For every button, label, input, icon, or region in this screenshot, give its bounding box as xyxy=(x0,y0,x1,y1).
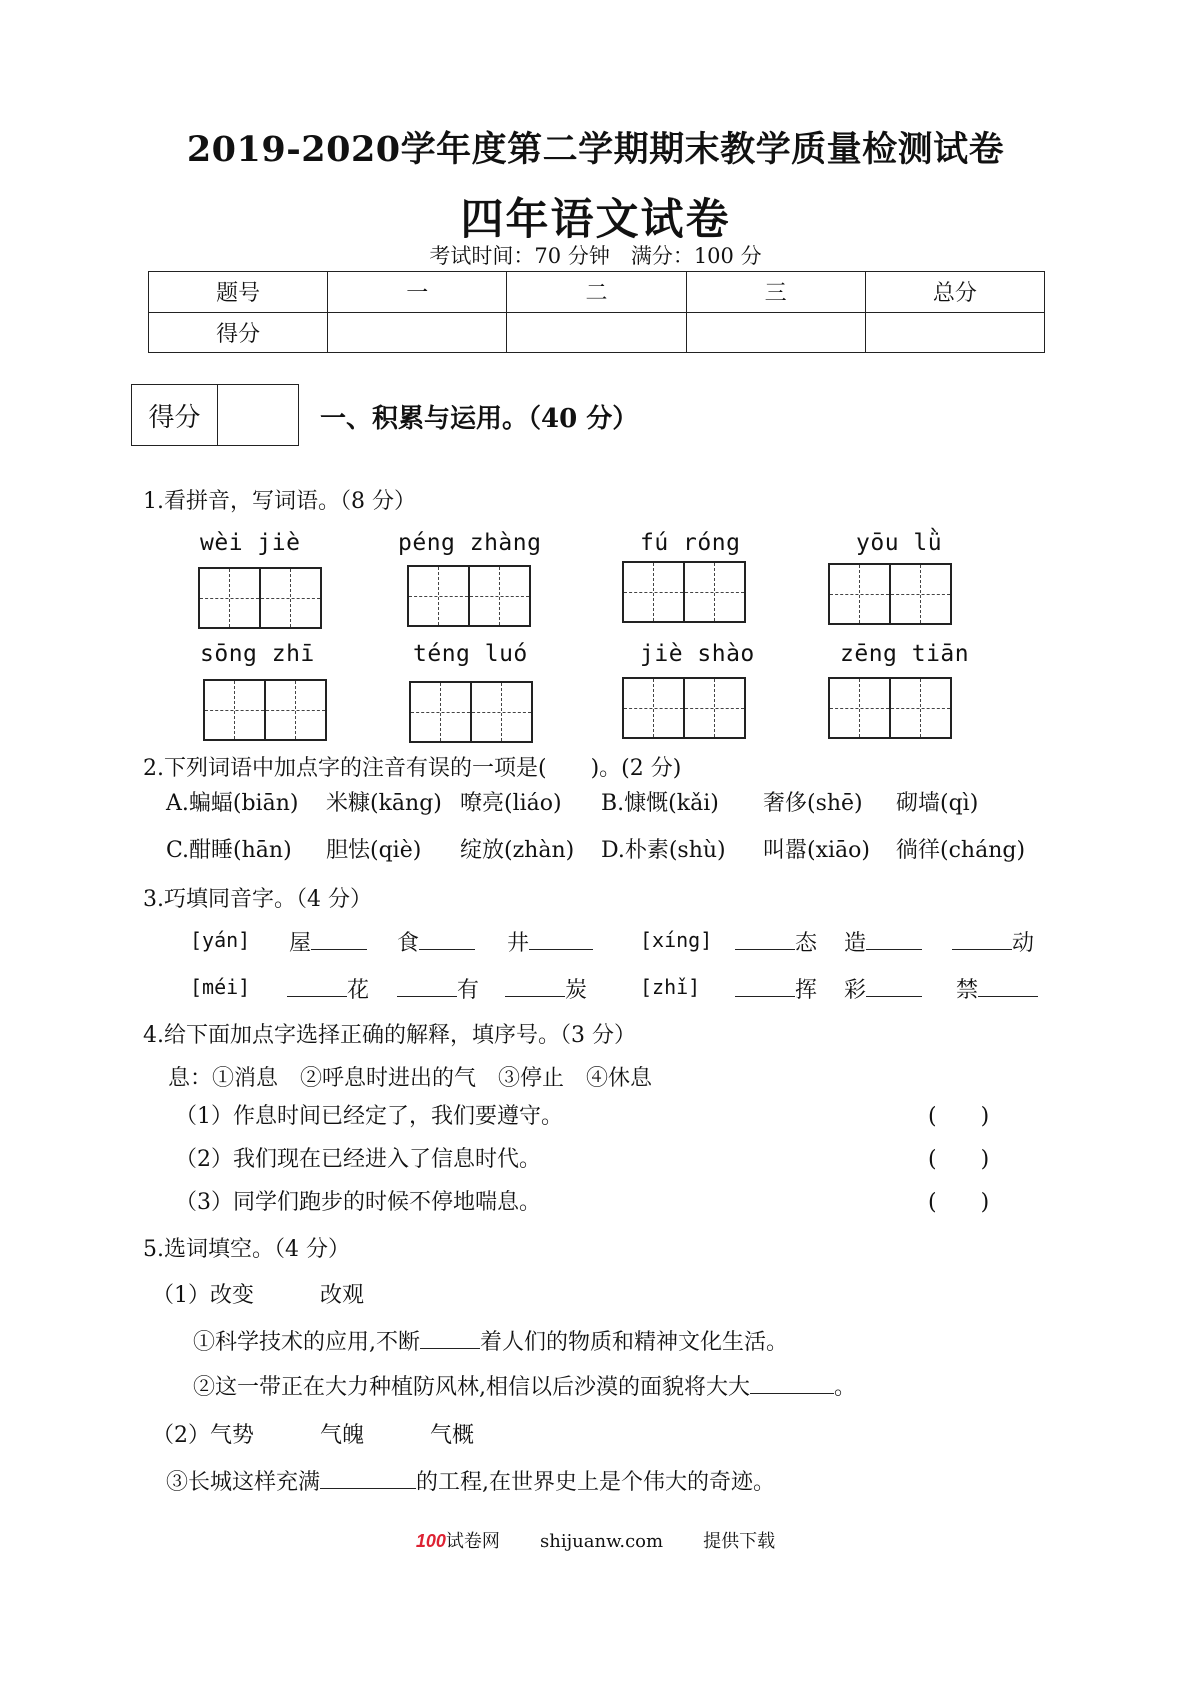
exam-title: 2019-2020学年度第二学期期末教学质量检测试卷 xyxy=(186,129,1005,170)
writing-grid[interactable] xyxy=(622,561,746,623)
fill-blank[interactable] xyxy=(529,927,593,950)
pinyin-tag: [xíng] xyxy=(640,928,713,952)
fill-item: 挥 xyxy=(735,973,817,1004)
answer-paren[interactable]: ( ) xyxy=(928,1104,990,1129)
word-group-1: （1）改变 改观 xyxy=(152,1283,364,1308)
download-note: 提供下载 xyxy=(703,1531,776,1552)
sentence-3: ③长城这样充满 的工程,在世界史上是个伟大的奇迹。 xyxy=(166,1465,775,1496)
fill-blank[interactable] xyxy=(952,927,1012,950)
option-b-2: 奢侈(shē) xyxy=(763,791,863,816)
fill-item: 花 xyxy=(287,973,369,1004)
fill-blank[interactable] xyxy=(320,1466,416,1489)
option-d-3: 徜徉(cháng) xyxy=(896,838,1026,863)
section-score-label: 得分 xyxy=(132,385,218,445)
site-logo: 100 xyxy=(415,1531,446,1551)
table-cell: 得分 xyxy=(149,312,328,353)
writing-grid[interactable] xyxy=(407,565,531,627)
section-title: 一、积累与运用。（40 分） xyxy=(320,404,639,434)
score-table xyxy=(148,271,1045,353)
score-cell[interactable] xyxy=(686,312,865,353)
fill-blank[interactable] xyxy=(420,1326,480,1349)
fill-blank[interactable] xyxy=(978,974,1038,997)
exam-subtitle: 四年语文试卷 xyxy=(460,195,731,245)
option-b-3: 砌墙(qì) xyxy=(896,791,979,816)
table-row xyxy=(149,312,1045,353)
section-score-box xyxy=(131,384,299,446)
option-b-1: B.慷慨(kǎi) xyxy=(601,791,719,816)
option-a-3: 嘹亮(liáo) xyxy=(460,791,562,816)
score-cell[interactable] xyxy=(865,312,1044,353)
fill-item: 禁 xyxy=(956,973,1038,1004)
option-c-1: C.酣睡(hān) xyxy=(166,838,292,863)
sub-question: （3）同学们跑步的时候不停地喘息。 xyxy=(175,1190,541,1215)
writing-grid[interactable] xyxy=(409,681,533,743)
fill-blank[interactable] xyxy=(866,974,922,997)
pinyin-label: wèi jiè xyxy=(200,530,301,556)
question-3-title: 3.巧填同音字。（4 分） xyxy=(143,887,372,912)
sentence-1: ①科学技术的应用,不断 着人们的物质和精神文化生活。 xyxy=(193,1325,788,1356)
score-cell[interactable] xyxy=(328,312,507,353)
fill-blank[interactable] xyxy=(866,927,922,950)
sub-question: （1）作息时间已经定了，我们要遵守。 xyxy=(175,1104,563,1129)
fill-item: 态 xyxy=(735,926,817,957)
pinyin-tag: [méi] xyxy=(190,975,251,999)
fill-blank[interactable] xyxy=(750,1371,834,1394)
pinyin-tag: [zhǐ] xyxy=(640,975,701,999)
exam-info: 考试时间：70 分钟 满分：100 分 xyxy=(429,244,762,268)
fill-item: 井 xyxy=(507,926,593,957)
option-a-2: 米糠(kāng) xyxy=(326,791,442,816)
fill-item: 造 xyxy=(844,926,922,957)
fill-blank[interactable] xyxy=(505,974,565,997)
score-cell[interactable] xyxy=(507,312,686,353)
writing-grid[interactable] xyxy=(828,677,952,739)
pinyin-label: téng luó xyxy=(413,641,528,667)
question-1-title: 1.看拼音，写词语。（8 分） xyxy=(143,489,416,514)
question-4-title: 4.给下面加点字选择正确的解释，填序号。（3 分） xyxy=(143,1023,636,1048)
site-name: 试卷网 xyxy=(445,1531,500,1552)
fill-blank[interactable] xyxy=(419,927,475,950)
fill-blank[interactable] xyxy=(397,974,457,997)
question-2-title: 2.下列词语中加点字的注音有误的一项是( )。(2 分) xyxy=(143,756,682,781)
fill-blank[interactable] xyxy=(311,927,367,950)
table-cell: 题号 xyxy=(149,272,328,313)
pinyin-tag: [yán] xyxy=(190,928,251,952)
definition-options: 息：①消息 ②呼息时进出的气 ③停止 ④休息 xyxy=(168,1066,653,1091)
sentence-2: ②这一带正在大力种植防风林,相信以后沙漠的面貌将大大 。 xyxy=(193,1370,856,1401)
writing-grid[interactable] xyxy=(203,679,327,741)
fill-item: 食 xyxy=(397,926,475,957)
option-c-2: 胆怯(qiè) xyxy=(326,838,422,863)
table-row xyxy=(149,272,1045,313)
table-cell: 总分 xyxy=(865,272,1044,313)
pinyin-label: yōu lǜ xyxy=(856,530,943,556)
fill-item: 有 xyxy=(397,973,479,1004)
pinyin-label: péng zhàng xyxy=(398,530,542,556)
table-cell: 二 xyxy=(507,272,686,313)
fill-item: 炭 xyxy=(505,973,587,1004)
option-d-2: 叫嚣(xiāo) xyxy=(763,838,870,863)
table-cell: 三 xyxy=(686,272,865,313)
word-group-2: （2）气势 气魄 气概 xyxy=(152,1423,474,1448)
pinyin-label: zēng tiān xyxy=(840,641,970,667)
pinyin-label: jiè shào xyxy=(640,641,755,667)
site-url[interactable]: shijuanw.com xyxy=(539,1531,664,1552)
fill-item: 彩 xyxy=(844,973,922,1004)
pinyin-label: fú róng xyxy=(640,530,741,556)
footer xyxy=(0,1527,1191,1553)
writing-grid[interactable] xyxy=(622,677,746,739)
option-a-1: A.蝙蝠(biān) xyxy=(166,791,299,816)
option-c-3: 绽放(zhàn) xyxy=(460,838,575,863)
fill-item: 屋 xyxy=(289,926,367,957)
fill-item: 动 xyxy=(952,926,1034,957)
sub-question: （2）我们现在已经进入了信息时代。 xyxy=(175,1147,541,1172)
fill-blank[interactable] xyxy=(735,927,795,950)
table-cell: 一 xyxy=(328,272,507,313)
question-5-title: 5.选词填空。（4 分） xyxy=(143,1237,350,1262)
pinyin-label: sōng zhī xyxy=(200,641,315,667)
writing-grid[interactable] xyxy=(828,563,952,625)
writing-grid[interactable] xyxy=(198,567,322,629)
answer-paren[interactable]: ( ) xyxy=(928,1147,990,1172)
fill-blank[interactable] xyxy=(287,974,347,997)
option-d-1: D.朴素(shù) xyxy=(601,838,726,863)
answer-paren[interactable]: ( ) xyxy=(928,1190,990,1215)
fill-blank[interactable] xyxy=(735,974,795,997)
